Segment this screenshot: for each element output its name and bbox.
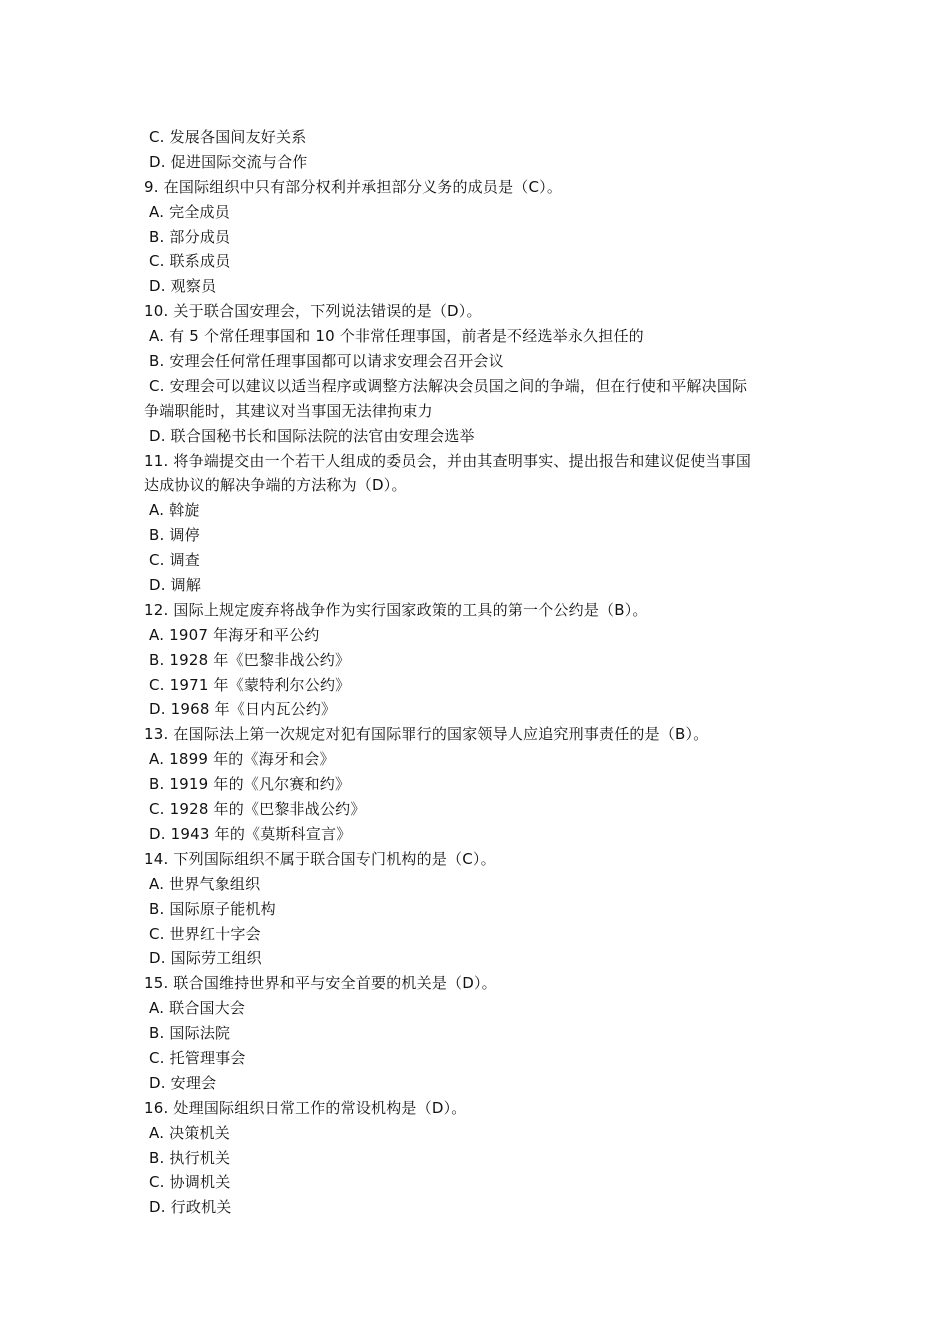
question-line: 10. 关于联合国安理会，下列说法错误的是（D）。	[144, 302, 482, 321]
option-line: A. 斡旋	[149, 501, 200, 520]
question-line: 15. 联合国维持世界和平与安全首要的机关是（D）。	[144, 974, 497, 993]
continuation-line: 争端职能时，其建议对当事国无法律拘束力	[144, 401, 433, 420]
option-line: D. 行政机关	[149, 1198, 232, 1217]
option-line: D. 调解	[149, 576, 202, 595]
option-line: B. 国际法院	[149, 1024, 231, 1043]
document-page	[144, 125, 814, 1220]
option-line: C. 发展各国间友好关系	[149, 128, 307, 146]
option-line: B. 1928 年《巴黎非战公约》	[149, 650, 351, 669]
option-line: A. 决策机关	[149, 1123, 230, 1142]
option-line: C. 1971 年《蒙特利尔公约》	[149, 675, 351, 694]
option-line: D. 国际劳工组织	[149, 949, 262, 968]
option-line: A. 世界气象组织	[149, 874, 261, 893]
option-line: B. 1919 年的《凡尔赛和约》	[149, 775, 351, 794]
option-line: D. 1943 年的《莫斯科宣言》	[149, 824, 352, 843]
option-line: A. 1899 年的《海牙和会》	[149, 750, 335, 769]
option-line: D. 观察员	[149, 277, 217, 296]
option-line: D. 1968 年《日内瓦公约》	[149, 700, 337, 719]
option-line: A. 1907 年海牙和平公约	[149, 625, 320, 644]
option-line: C. 协调机关	[149, 1173, 231, 1192]
option-line: B. 执行机关	[149, 1148, 231, 1167]
option-line: A. 联合国大会	[149, 999, 246, 1018]
option-line: B. 国际原子能机构	[149, 899, 276, 918]
option-line: D. 联合国秘书长和国际法院的法官由安理会选举	[149, 426, 475, 445]
option-line: C. 1928 年的《巴黎非战公约》	[149, 800, 366, 819]
option-line: D. 安理会	[149, 1073, 217, 1092]
option-line: C. 安理会可以建议以适当程序或调整方法解决会员国之间的争端，但在行使和平解决国际	[149, 376, 748, 395]
option-line: A. 完全成员	[149, 202, 230, 221]
question-line: 9. 在国际组织中只有部分权利并承担部分义务的成员是（C）。	[144, 177, 563, 196]
question-line: 12. 国际上规定废弃将战争作为实行国家政策的工具的第一个公约是（B）。	[144, 600, 648, 619]
option-line: C. 调查	[149, 551, 201, 570]
question-line: 16. 处理国际组织日常工作的常设机构是（D）。	[144, 1098, 467, 1117]
option-line: B. 部分成员	[149, 227, 231, 246]
option-line: B. 调停	[149, 526, 200, 545]
option-line: D. 促进国际交流与合作	[149, 152, 308, 171]
option-line: C. 世界红十字会	[149, 924, 261, 943]
option-line: C. 托管理事会	[149, 1048, 246, 1067]
question-line: 11. 将争端提交由一个若干人组成的委员会，并由其查明事实、提出报告和建议促使当事国	[144, 451, 752, 470]
option-line: A. 有 5 个常任理事国和 10 个非常任理事国，前者是不经选举永久担任的	[149, 327, 644, 346]
question-line: 13. 在国际法上第一次规定对犯有国际罪行的国家领导人应追究刑事责任的是（B）。	[144, 725, 709, 744]
question-line: 14. 下列国际组织不属于联合国专门机构的是（C）。	[144, 849, 496, 868]
option-line: C. 联系成员	[149, 252, 231, 271]
option-line: B. 安理会任何常任理事国都可以请求安理会召开会议	[149, 352, 504, 371]
continuation-line: 达成协议的解决争端的方法称为（D）。	[144, 476, 407, 495]
